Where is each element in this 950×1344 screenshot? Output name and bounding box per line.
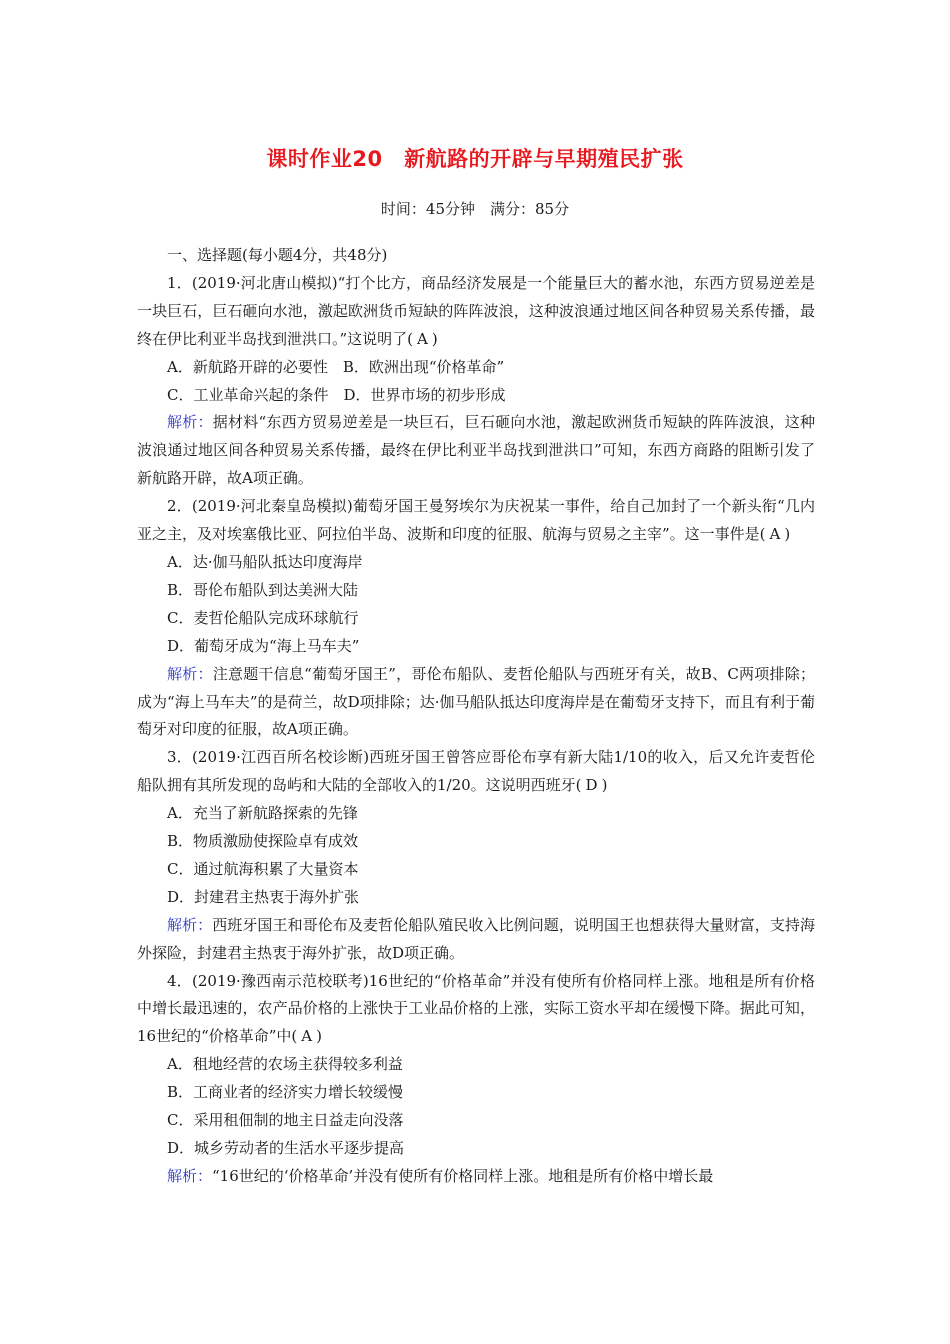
page-title: 课时作业20 新航路的开辟与早期殖民扩张	[266, 147, 684, 171]
question-3-option-c: C．通过航海积累了大量资本	[167, 859, 359, 878]
question-3-stem: 3．(2019·江西百所名校诊断)西班牙国王曾答应哥伦布享有新大陆1/10的收入，后又允许麦哲伦船队拥有其所发现的岛屿和大陆的全部收入的1/20。这说明西班牙( D )	[137, 748, 815, 795]
question-4-stem: 4．(2019·豫西南示范校联考)16世纪的“价格革命”并没有使所有价格同样上涨。地租是所有价格中增长最迅速的，农产品价格的上涨快于工业品价格的上涨，实际工资水平却在缓慢下降。据此可知，16世纪的“价格革命”中( A )	[137, 971, 815, 1046]
question-content	[137, 242, 815, 1191]
analysis-label: 解析：	[167, 413, 213, 432]
analysis-label: 解析：	[167, 1166, 213, 1185]
question-2-option-b: B．哥伦布船队到达美洲大陆	[167, 580, 359, 599]
question-3-option-d: D．封建君主热衷于海外扩张	[167, 887, 360, 906]
question-2-analysis: 解析：注意题干信息“葡萄牙国王”，哥伦布船队、麦哲伦船队与西班牙有关，故B、C两项排除；成为“海上马车夫”的是荷兰，故D项排除；达·伽马船队抵达印度海岸是在葡萄牙支持下，而且有利于葡萄牙对印度的征服，故A项正确。	[137, 664, 815, 739]
question-1-options-ab: A．新航路开辟的必要性 B．欧洲出现“价格革命”	[167, 357, 505, 376]
question-4-option-c: C．采用租佃制的地主日益走向没落	[167, 1111, 404, 1130]
question-2-option-d: D．葡萄牙成为“海上马车夫”	[167, 636, 360, 655]
question-4-analysis: 解析：“16世纪的‘价格革命’并没有使所有价格同样上涨。地租是所有价格中增长最	[167, 1166, 714, 1185]
analysis-label: 解析：	[167, 915, 213, 934]
question-3-answer: D	[585, 776, 598, 795]
question-1-options-cd: C．工业革命兴起的条件 D．世界市场的初步形成	[167, 385, 506, 404]
time-score-line: 时间：45分钟 满分：85分	[380, 200, 570, 218]
question-2-option-c: C．麦哲伦船队完成环球航行	[167, 608, 359, 627]
question-2-option-a: A．达·伽马船队抵达印度海岸	[167, 552, 363, 571]
question-3-analysis: 解析：西班牙国王和哥伦布及麦哲伦船队殖民收入比例问题，说明国王也想获得大量财富，支持海外探险，封建君主热衷于海外扩张，故D项正确。	[137, 915, 815, 962]
question-1-analysis: 解析：据材料“东西方贸易逆差是一块巨石，巨石砸向水池，激起欧洲货币短缺的阵阵波浪，这种波浪通过地区间各种贸易关系传播，最终在伊比利亚半岛找到泄洪口”可知，东西方商路的阻断引发了新航路开辟，故A项正确。	[137, 413, 815, 488]
question-4-option-a: A．租地经营的农场主获得较多利益	[167, 1055, 403, 1074]
question-4-option-d: D．城乡劳动者的生活水平逐步提高	[167, 1139, 405, 1157]
question-2-answer: A	[769, 525, 781, 544]
analysis-label: 解析：	[167, 664, 213, 683]
question-1-answer: A	[417, 329, 428, 348]
question-3-option-a: A．充当了新航路探索的先锋	[167, 804, 358, 823]
question-3-option-b: B．物质激励使探险卓有成效	[167, 832, 359, 851]
question-1-stem: 1．(2019·河北唐山模拟)“打个比方，商品经济发展是一个能量巨大的蓄水池，东西方贸易逆差是一块巨石，巨石砸向水池，激起欧洲货币短缺的阵阵波浪，这种波浪通过地区间各种贸易关系传播，最终在伊比利亚半岛找到泄洪口。”这说明了( A )	[137, 273, 815, 348]
section-heading: 一、选择题(每小题4分，共48分)	[167, 246, 388, 264]
question-2-stem: 2．(2019·河北秦皇岛模拟)葡萄牙国王曼努埃尔为庆祝某一事件，给自己加封了一个新头衔“几内亚之主，及对埃塞俄比亚、阿拉伯半岛、波斯和印度的征服、航海与贸易之主宰”。这一事件是( A )	[137, 497, 815, 544]
question-4-option-b: B．工商业者的经济实力增长较缓慢	[167, 1083, 404, 1102]
question-4-answer: A	[301, 1027, 313, 1046]
